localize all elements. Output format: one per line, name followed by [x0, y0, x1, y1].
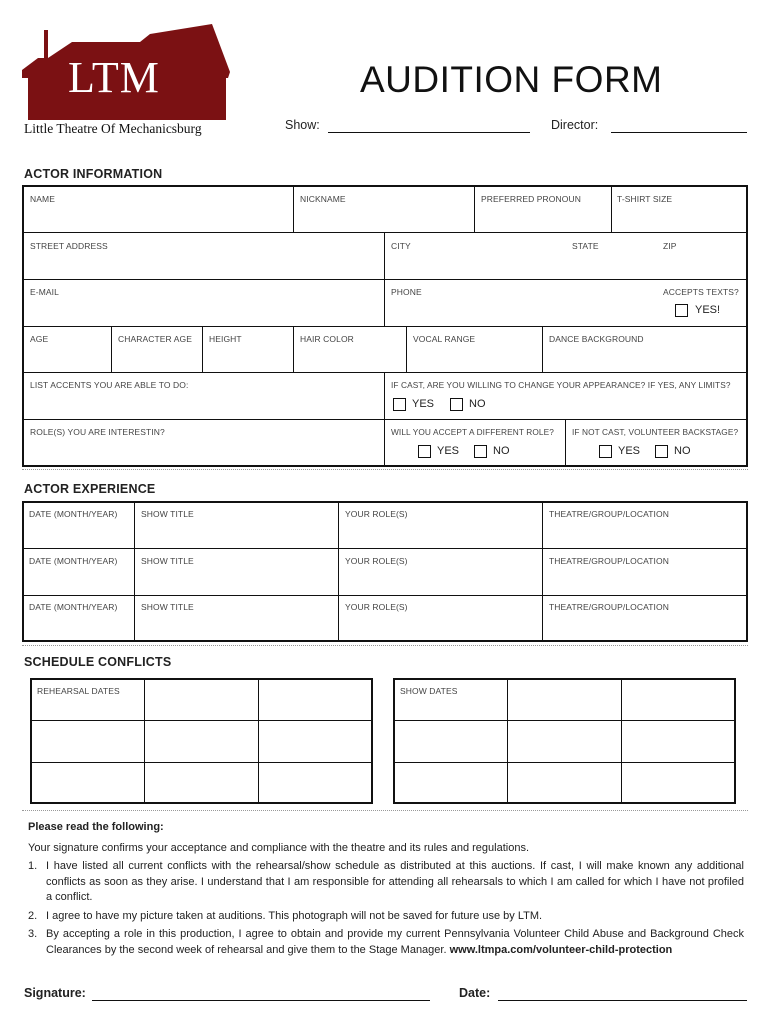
experience-roles-field[interactable]: YOUR ROLE(S) — [345, 556, 408, 566]
show-dates-label: SHOW DATES — [400, 686, 458, 696]
zip-field[interactable]: ZIP — [663, 241, 677, 251]
terms-item-3 — [28, 927, 744, 958]
age-field[interactable]: AGE — [30, 334, 49, 344]
street-address-field[interactable]: STREET ADDRESS — [30, 241, 108, 251]
change-appearance-no-checkbox[interactable] — [450, 398, 463, 411]
terms-item-number: 2. — [28, 909, 38, 922]
volunteer-backstage-label: IF NOT CAST, VOLUNTEER BACKSTAGE? — [572, 427, 739, 437]
different-role-no-checkbox[interactable] — [474, 445, 487, 458]
change-appearance-yes-checkbox[interactable] — [393, 398, 406, 411]
child-protection-link[interactable]: www.ltmpa.com/volunteer-child-protection — [449, 943, 673, 956]
character-age-field[interactable]: CHARACTER AGE — [118, 334, 193, 344]
signature-label: Signature: — [24, 986, 86, 1000]
roles-interested-field[interactable]: ROLE(S) YOU ARE INTERESTIN? — [30, 427, 165, 437]
terms-item-1 — [28, 859, 744, 906]
volunteer-backstage-no-label: NO — [674, 445, 691, 457]
terms-item-number: 1. — [28, 860, 38, 872]
different-role-label: WILL YOU ACCEPT A DIFFERENT ROLE? — [391, 427, 554, 437]
terms-section — [28, 820, 744, 958]
different-role-no-label: NO — [493, 445, 510, 457]
different-role-yes-label: YES — [437, 445, 460, 457]
experience-roles-field[interactable]: YOUR ROLE(S) — [345, 509, 408, 519]
terms-item-2 — [28, 909, 744, 925]
accents-field[interactable]: LIST ACCENTS YOU ARE ABLE TO DO: — [30, 380, 189, 390]
show-input-line[interactable] — [328, 132, 530, 133]
experience-date-field[interactable]: DATE (MONTH/YEAR) — [29, 602, 118, 612]
logo-tagline: Little Theatre Of Mechanicsburg — [24, 121, 202, 136]
height-field[interactable]: HEIGHT — [209, 334, 242, 344]
phone-field[interactable]: PHONE — [391, 287, 422, 297]
different-role-yes-checkbox[interactable] — [418, 445, 431, 458]
terms-item-number: 3. — [28, 928, 38, 940]
state-field[interactable]: STATE — [572, 241, 599, 251]
dance-background-field[interactable]: DANCE BACKGROUND — [549, 334, 644, 344]
experience-theatre-field[interactable]: THEATRE/GROUP/LOCATION — [549, 602, 669, 612]
director-label: Director: — [551, 118, 599, 132]
email-field[interactable]: E-MAIL — [30, 287, 59, 297]
city-field[interactable]: CITY — [391, 241, 411, 251]
terms-item-text: I have listed all current conflicts with the rehearsal/show schedule as distributed at this auctions. If cast, I will make known any additional conflicts as soon as they arise. I understand that I am responsible for attending all rehearsals to which I am called for which I have not profiled a conflict. — [46, 860, 744, 903]
terms-intro: Your signature confirms your acceptance and compliance with the theatre and its rules and regulations. — [28, 841, 529, 854]
terms-heading: Please read the following: — [28, 821, 164, 833]
tshirt-size-field[interactable]: T-SHIRT SIZE — [617, 194, 673, 204]
experience-show-title-field[interactable]: SHOW TITLE — [141, 509, 194, 519]
terms-item-text: By accepting a role in this production, I agree to obtain and provide my current Pennsylvania Volunteer Child Abuse and Background Check Clearances by the second week of rehearsal and give them to the Stage Manager. — [46, 928, 744, 956]
experience-date-field[interactable]: DATE (MONTH/YEAR) — [29, 509, 118, 519]
show-dates-grid[interactable] — [393, 678, 736, 804]
logo-initials: LTM — [68, 53, 160, 102]
actor-experience-table — [22, 501, 748, 642]
change-appearance-no-label: NO — [469, 398, 486, 410]
volunteer-backstage-no-checkbox[interactable] — [655, 445, 668, 458]
director-input-line[interactable] — [611, 132, 747, 133]
accepts-texts-yes-checkbox[interactable] — [675, 304, 688, 317]
nickname-field[interactable]: NICKNAME — [300, 194, 346, 204]
experience-theatre-field[interactable]: THEATRE/GROUP/LOCATION — [549, 509, 669, 519]
change-appearance-label: IF CAST, ARE YOU WILLING TO CHANGE YOUR APPEARANCE? IF YES, ANY LIMITS? — [391, 380, 731, 390]
preferred-pronoun-field[interactable]: PREFERRED PRONOUN — [481, 194, 581, 204]
vocal-range-field[interactable]: VOCAL RANGE — [413, 334, 476, 344]
volunteer-backstage-yes-label: YES — [618, 445, 641, 457]
accepts-texts-label: ACCEPTS TEXTS? — [663, 287, 739, 297]
actor-information-heading: ACTOR INFORMATION — [24, 167, 163, 181]
signature-input-line[interactable] — [92, 1000, 430, 1001]
show-label: Show: — [285, 118, 320, 132]
name-field[interactable]: NAME — [30, 194, 55, 204]
terms-item-text: I agree to have my picture taken at auditions. This photograph will not be saved for future use by LTM. — [46, 909, 543, 922]
change-appearance-yes-label: YES — [412, 398, 435, 410]
terms-item-body — [46, 927, 744, 958]
experience-show-title-field[interactable]: SHOW TITLE — [141, 602, 194, 612]
date-input-line[interactable] — [498, 1000, 747, 1001]
volunteer-backstage-yes-checkbox[interactable] — [599, 445, 612, 458]
experience-theatre-field[interactable]: THEATRE/GROUP/LOCATION — [549, 556, 669, 566]
form-title: AUDITION FORM — [360, 59, 663, 100]
hair-color-field[interactable]: HAIR COLOR — [300, 334, 354, 344]
schedule-conflicts-heading: SCHEDULE CONFLICTS — [24, 655, 172, 669]
rehearsal-dates-grid[interactable] — [30, 678, 373, 804]
actor-experience-heading: ACTOR EXPERIENCE — [24, 482, 156, 496]
date-label: Date: — [459, 986, 491, 1000]
rehearsal-dates-label: REHEARSAL DATES — [37, 686, 120, 696]
experience-date-field[interactable]: DATE (MONTH/YEAR) — [29, 556, 118, 566]
experience-roles-field[interactable]: YOUR ROLE(S) — [345, 602, 408, 612]
ltm-logo — [22, 22, 234, 120]
experience-show-title-field[interactable]: SHOW TITLE — [141, 556, 194, 566]
accepts-texts-yes-label: YES! — [695, 304, 721, 316]
